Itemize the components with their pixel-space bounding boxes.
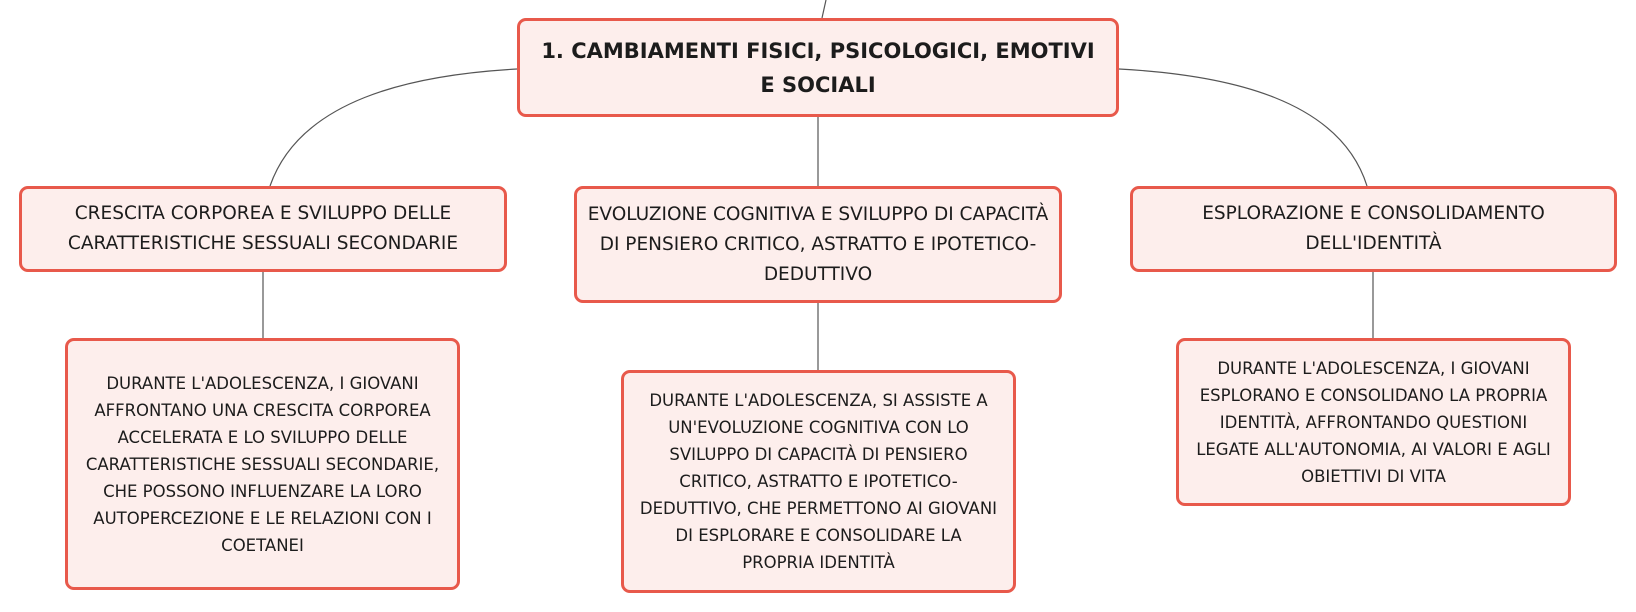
root-topic-label: 1. CAMBIAMENTI FISICI, PSICOLOGICI, EMOTIVI E SOCIALI xyxy=(541,38,1095,97)
branch-node-physical-growth[interactable] xyxy=(19,186,507,272)
detail-node-physical-growth[interactable] xyxy=(65,338,460,590)
branch-node-identity[interactable] xyxy=(1130,186,1617,272)
branch-label: ESPLORAZIONE E CONSOLIDAMENTO DELL'IDENTITÀ xyxy=(1202,203,1545,254)
root-topic-node[interactable] xyxy=(517,18,1119,117)
connector-root-to-branch-3 xyxy=(1119,69,1367,186)
connector-root-to-branch-1 xyxy=(270,69,517,186)
connector-from-parent xyxy=(822,0,826,18)
branch-label: EVOLUZIONE COGNITIVA E SVILUPPO DI CAPACITÀ DI PENSIERO CRITICO, ASTRATTO E IPOTETICO-DEDUTTIVO xyxy=(587,203,1049,285)
branch-label: CRESCITA CORPOREA E SVILUPPO DELLE CARATTERISTICHE SESSUALI SECONDARIE xyxy=(67,203,459,254)
detail-text: DURANTE L'ADOLESCENZA, SI ASSISTE A UN'EVOLUZIONE COGNITIVA CON LO SVILUPPO DI CAPACITÀ DI PENSIERO CRITICO, ASTRATTO E IPOTETICO-DEDUTTIVO, CHE PERMETTONO AI GIOVANI DI ESPLORARE E CONSOLIDARE LA PROPRIA IDENTITÀ xyxy=(639,391,998,572)
detail-text: DURANTE L'ADOLESCENZA, I GIOVANI ESPLORANO E CONSOLIDANO LA PROPRIA IDENTITÀ, AFFRONTANDO QUESTIONI LEGATE ALL'AUTONOMIA, AI VALORI E AGLI OBIETTIVI DI VITA xyxy=(1196,358,1551,486)
branch-node-cognitive-evolution[interactable] xyxy=(574,186,1062,303)
detail-node-cognitive-evolution[interactable] xyxy=(621,370,1016,593)
detail-node-identity[interactable] xyxy=(1176,338,1571,506)
detail-text: DURANTE L'ADOLESCENZA, I GIOVANI AFFRONTANO UNA CRESCITA CORPOREA ACCELERATA E LO SVILUPPO DELLE CARATTERISTICHE SESSUALI SECONDARIE, CHE POSSONO INFLUENZARE LA LORO AUTOPERCEZIONE E LE RELAZIONI CON I COETANEI xyxy=(85,373,440,555)
